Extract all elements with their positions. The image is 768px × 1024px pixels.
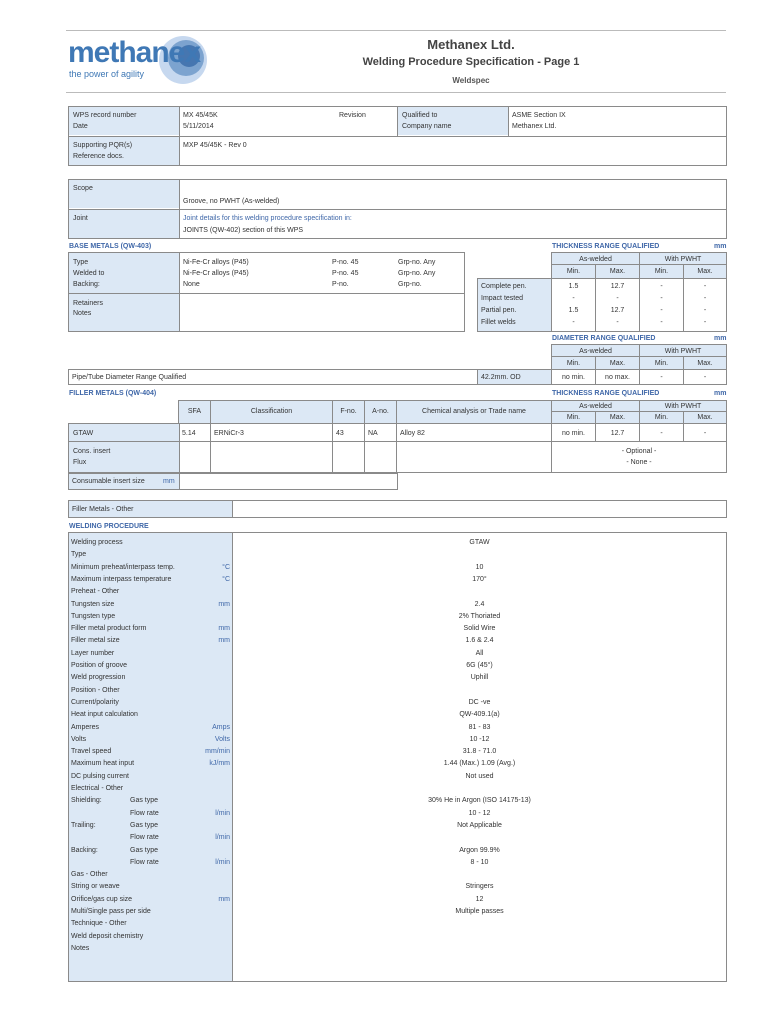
header-rule xyxy=(66,92,726,93)
filler-ano: NA xyxy=(368,430,378,437)
procedure-row-value: Solid Wire xyxy=(463,625,496,633)
procedure-row-unit: kJ/mm xyxy=(209,760,230,768)
procedure-row-unit: l/min xyxy=(215,809,230,817)
grp-2: Grp-no. Any xyxy=(398,270,436,277)
procedure-row-label: Filler metal size xyxy=(71,637,120,645)
diameter-row-label: Pipe/Tube Diameter Range Qualified xyxy=(72,374,187,381)
thk2-min-b: Min. xyxy=(654,414,669,421)
procedure-row-value: 81 - 83 xyxy=(468,723,491,731)
thk1-max-b: Max. xyxy=(697,268,713,275)
procedure-row-label: Heat input calculation xyxy=(71,711,138,719)
date-value: 5/11/2014 xyxy=(183,123,214,130)
procedure-row-value: QW-409.1(a) xyxy=(459,711,500,719)
cons-insert-label: Cons. insert xyxy=(73,448,111,455)
procedure-row-value: Not used xyxy=(465,772,494,780)
revision-label: Revision xyxy=(339,112,366,119)
dia-min-a: Min. xyxy=(566,360,581,367)
thk2-max-a: Max. xyxy=(609,414,626,421)
top-rule xyxy=(66,30,726,31)
thickness-cell: - xyxy=(703,319,707,326)
procedure-row-value: 2% Thoriated xyxy=(458,612,501,620)
procedure-row-unit: mm xyxy=(218,625,230,633)
procedure-row-sublabel: Gas type xyxy=(130,821,159,829)
thk1-with-pwht: With PWHT xyxy=(664,256,702,263)
company-name: Methanex Ltd. xyxy=(427,37,515,52)
col-classification: Classification xyxy=(250,408,293,415)
pqr-value: MXP 45/45K - Rev 0 xyxy=(183,142,247,149)
thk2-b: 12.7 xyxy=(610,430,625,437)
thk1-max-a: Max. xyxy=(609,268,626,275)
procedure-row-value: 8 - 10 xyxy=(470,858,489,866)
procedure-row-value: 10 -12 xyxy=(469,735,490,743)
procedure-row-label: Preheat - Other xyxy=(71,588,120,596)
backing-value: None xyxy=(183,281,200,288)
joint-line-2: JOINTS (QW-402) section of this WPS xyxy=(183,227,304,234)
procedure-row-value: GTAW xyxy=(469,539,490,546)
pno-1: P-no. 45 xyxy=(332,259,359,266)
dia-divider xyxy=(552,356,726,357)
type-label: Type xyxy=(73,259,89,266)
record-divider xyxy=(69,136,726,137)
thickness-cell: - xyxy=(660,295,663,302)
document-title: Welding Procedure Specification - Page 1 xyxy=(362,56,580,68)
filler-class: ERNiCr-3 xyxy=(214,430,244,437)
dia-max-a: Max. xyxy=(609,360,626,367)
diameter-c: - xyxy=(660,374,663,381)
thickness-cell: - xyxy=(703,295,707,302)
procedure-row-label: Backing: xyxy=(71,846,98,854)
procedure-row-unit: mm xyxy=(218,895,230,903)
logo-wordmark: methanex xyxy=(68,36,201,69)
thickness-unit-2: mm xyxy=(714,390,727,397)
diameter-od: 42.2mm. OD xyxy=(481,374,521,381)
pqr-label: Supporting PQR(s) xyxy=(73,142,133,149)
company-label: Company name xyxy=(402,123,452,130)
thk1-min-a: Min. xyxy=(566,268,581,275)
thk2-d: - xyxy=(703,430,707,437)
grp-1: Grp-no. Any xyxy=(398,259,436,266)
procedure-row-label: Welding process xyxy=(71,539,123,546)
thickness-cell: - xyxy=(616,319,619,326)
notes-label: Notes xyxy=(73,310,92,317)
thickness-cell: - xyxy=(660,307,663,314)
thickness-cell: - xyxy=(572,295,575,302)
filler-divider xyxy=(179,474,180,489)
procedure-row-value: Uphill xyxy=(470,674,489,682)
procedure-row-label: Position - Other xyxy=(71,686,120,694)
procedure-row-unit: mm xyxy=(218,600,230,608)
procedure-row-unit: l/min xyxy=(215,858,230,866)
procedure-row-value: 10 xyxy=(475,563,484,571)
pno-2: P-no. 45 xyxy=(332,270,359,277)
col-sfa: SFA xyxy=(187,408,202,415)
procedure-row-label: Volts xyxy=(71,735,87,743)
base-divider xyxy=(69,293,464,294)
record-divider xyxy=(508,107,509,136)
filler-process: GTAW xyxy=(73,430,94,437)
procedure-row-label: Notes xyxy=(71,944,90,952)
procedure-row-label: Maximum heat input xyxy=(71,760,135,768)
procedure-row-value: 170° xyxy=(472,575,487,583)
diameter-b: no max. xyxy=(605,374,630,381)
dia-divider xyxy=(477,370,478,384)
procedure-row-sublabel: Gas type xyxy=(130,846,159,854)
filler-sfa: 5.14 xyxy=(182,430,196,437)
thk1-as-welded: As-welded xyxy=(579,256,612,263)
procedure-row-unit: mm xyxy=(218,637,230,645)
procedure-row-label: Position of groove xyxy=(71,662,128,669)
procedure-row-value: 12 xyxy=(475,895,484,903)
joint-label: Joint xyxy=(73,215,88,222)
thickness-cell: - xyxy=(572,319,575,326)
date-label: Date xyxy=(73,123,88,130)
procedure-row-label: Layer number xyxy=(71,649,115,657)
thk-divider xyxy=(552,264,726,265)
procedure-row-value: 2.4 xyxy=(474,600,485,608)
filler-none: - None - xyxy=(626,459,652,466)
procedure-row-value: 31.8 - 71.0 xyxy=(462,748,497,756)
thickness-row-label: Impact tested xyxy=(481,295,524,302)
thickness-cell: - xyxy=(703,307,707,314)
filler-divider xyxy=(210,424,211,472)
procedure-row-value: DC -ve xyxy=(468,698,491,706)
thk1-min-b: Min. xyxy=(654,268,669,275)
procedure-row-label: Weld progression xyxy=(71,674,126,682)
thickness-row-label: Partial pen. xyxy=(481,307,517,314)
thk2-a: no min. xyxy=(562,430,585,437)
procedure-row-value: 30% He in Argon (ISO 14175-13) xyxy=(428,797,531,805)
col-fno: F-no. xyxy=(340,408,357,415)
procedure-row-label: Tungsten size xyxy=(71,600,115,608)
thk2-min-a: Min. xyxy=(566,414,581,421)
procedure-row-value: 10 - 12 xyxy=(468,809,491,817)
filler-optional: - Optional - xyxy=(621,448,657,455)
thickness-cell: 12.7 xyxy=(610,307,625,314)
reference-label: Reference docs. xyxy=(73,153,124,160)
procedure-row-value: All xyxy=(475,649,484,657)
filler-divider xyxy=(232,501,233,517)
grp-3: Grp-no. xyxy=(398,281,422,288)
thickness-heading-1: THICKNESS RANGE QUALIFIED xyxy=(552,243,660,250)
procedure-row-label: Tungsten type xyxy=(71,612,116,620)
joint-line-1: Joint details for this welding procedure specification in: xyxy=(183,215,352,222)
procedure-row-unit: °C xyxy=(222,563,230,571)
filler-divider xyxy=(552,411,726,412)
pno-3: P-no. xyxy=(332,281,349,288)
thickness-cell: - xyxy=(703,283,707,290)
thickness-row-label: Fillet welds xyxy=(481,319,516,326)
procedure-row-label: Trailing: xyxy=(71,821,96,829)
thk2-c: - xyxy=(660,430,663,437)
diameter-heading: DIAMETER RANGE QUALIFIED xyxy=(552,335,656,342)
welded-value: Ni-Fe-Cr alloys (P45) xyxy=(183,270,249,277)
procedure-heading: WELDING PROCEDURE xyxy=(69,523,149,530)
procedure-row-label: Multi/Single pass per side xyxy=(71,908,151,915)
procedure-row-label: Filler metal product form xyxy=(71,625,147,633)
procedure-row-value: Argon 99.9% xyxy=(459,846,500,854)
filler-fno: 43 xyxy=(336,430,344,437)
procedure-row-sublabel: Flow rate xyxy=(130,809,159,817)
procedure-row-label: Weld deposit chemistry xyxy=(71,932,144,940)
logo-tagline: the power of agility xyxy=(69,69,145,79)
procedure-row-label: Orifice/gas cup size xyxy=(71,895,133,903)
qualified-label: Qualified to xyxy=(402,112,438,119)
procedure-row-unit: l/min xyxy=(215,834,230,842)
flux-label: Flux xyxy=(73,459,87,466)
thk2-with-pwht: With PWHT xyxy=(664,403,702,410)
procedure-row-value: 1.6 & 2.4 xyxy=(465,637,494,645)
thk2-max-b: Max. xyxy=(697,414,713,421)
col-chemical: Chemical analysis or Trade name xyxy=(422,408,526,415)
wps-label: WPS record number xyxy=(73,112,137,119)
col-ano: A-no. xyxy=(372,408,389,415)
base-metals-heading: BASE METALS (QW-403) xyxy=(69,243,152,250)
filler-divider xyxy=(396,424,397,472)
thickness-unit-1: mm xyxy=(714,243,727,250)
thickness-heading-2: THICKNESS RANGE QUALIFIED xyxy=(552,390,660,397)
wps-value: MX 45/45K xyxy=(183,112,218,119)
procedure-row-label: Type xyxy=(71,551,87,559)
welded-label: Welded to xyxy=(73,270,105,277)
thk2-as-welded: As-welded xyxy=(579,403,612,410)
consumable-size-label: Consumable insert size xyxy=(72,478,145,485)
procedure-row-value: 6G (45°) xyxy=(466,662,493,669)
procedure-row-value: Not Applicable xyxy=(457,821,502,829)
procedure-row-label: Minimum preheat/interpass temp. xyxy=(71,563,175,571)
procedure-row-value: Multiple passes xyxy=(455,908,504,915)
diameter-d: - xyxy=(703,374,707,381)
filler-divider xyxy=(332,424,333,472)
filler-divider xyxy=(179,424,180,472)
diameter-a: no min. xyxy=(562,374,585,381)
filler-chem: Alloy 82 xyxy=(400,430,425,437)
thickness-cell: - xyxy=(616,295,619,302)
procedure-row-label: String or weave xyxy=(71,883,120,891)
dia-max-b: Max. xyxy=(697,360,713,367)
dia-min-b: Min. xyxy=(654,360,669,367)
dia-with-pwht: With PWHT xyxy=(664,348,702,355)
diameter-unit: mm xyxy=(714,335,727,342)
procedure-row-label: Current/polarity xyxy=(71,698,119,706)
scope-label: Scope xyxy=(73,185,93,192)
thickness-cell: 1.5 xyxy=(568,283,579,290)
procedure-row-value: 1.44 (Max.) 1.09 (Avg.) xyxy=(443,760,516,768)
company-value: Methanex Ltd. xyxy=(512,123,557,130)
thickness-row-label: Complete pen. xyxy=(481,283,527,290)
procedure-row-label: Gas - Other xyxy=(71,871,108,879)
scope-value: Groove, no PWHT (As-welded) xyxy=(183,198,280,205)
procedure-row-sublabel: Flow rate xyxy=(130,834,159,842)
thickness-cell: - xyxy=(660,319,663,326)
filler-divider xyxy=(364,424,365,472)
filler-heading: FILLER METALS (QW-404) xyxy=(69,390,157,397)
procedure-row-label: Shielding: xyxy=(71,797,102,805)
thickness-cell: 12.7 xyxy=(610,283,625,290)
consumable-size-unit: mm xyxy=(163,478,175,485)
procedure-row-label: DC pulsing current xyxy=(71,772,129,780)
type-value: Ni-Fe-Cr alloys (P45) xyxy=(183,259,249,266)
scope-divider xyxy=(69,209,726,210)
thickness-cell: - xyxy=(660,283,663,290)
company-logo xyxy=(68,34,218,84)
qualified-value: ASME Section IX xyxy=(512,112,566,119)
filler-divider xyxy=(69,441,726,442)
procedure-row-label: Maximum interpass temperature xyxy=(71,575,172,583)
retainers-label: Retainers xyxy=(73,300,103,307)
procedure-row-label: Amperes xyxy=(71,723,100,731)
procedure-row-sublabel: Gas type xyxy=(130,797,159,805)
backing-label: Backing: xyxy=(73,281,100,288)
document-subtitle: Weldspec xyxy=(452,76,490,85)
procedure-row-sublabel: Flow rate xyxy=(130,858,159,866)
procedure-row-unit: Amps xyxy=(212,723,230,731)
filler-other-label: Filler Metals - Other xyxy=(72,506,134,513)
procedure-row-label: Travel speed xyxy=(71,748,112,756)
procedure-row-value: Stringers xyxy=(465,883,494,891)
record-divider xyxy=(397,107,398,136)
base-divider xyxy=(179,253,180,331)
procedure-row-unit: °C xyxy=(222,575,230,583)
dia-as-welded: As-welded xyxy=(579,348,612,355)
procedure-row-label: Technique - Other xyxy=(71,920,127,928)
procedure-row-unit: Volts xyxy=(214,735,230,743)
procedure-row-unit: mm/min xyxy=(205,748,230,756)
procedure-row-label: Electrical - Other xyxy=(71,785,124,792)
thickness-cell: 1.5 xyxy=(568,307,579,314)
